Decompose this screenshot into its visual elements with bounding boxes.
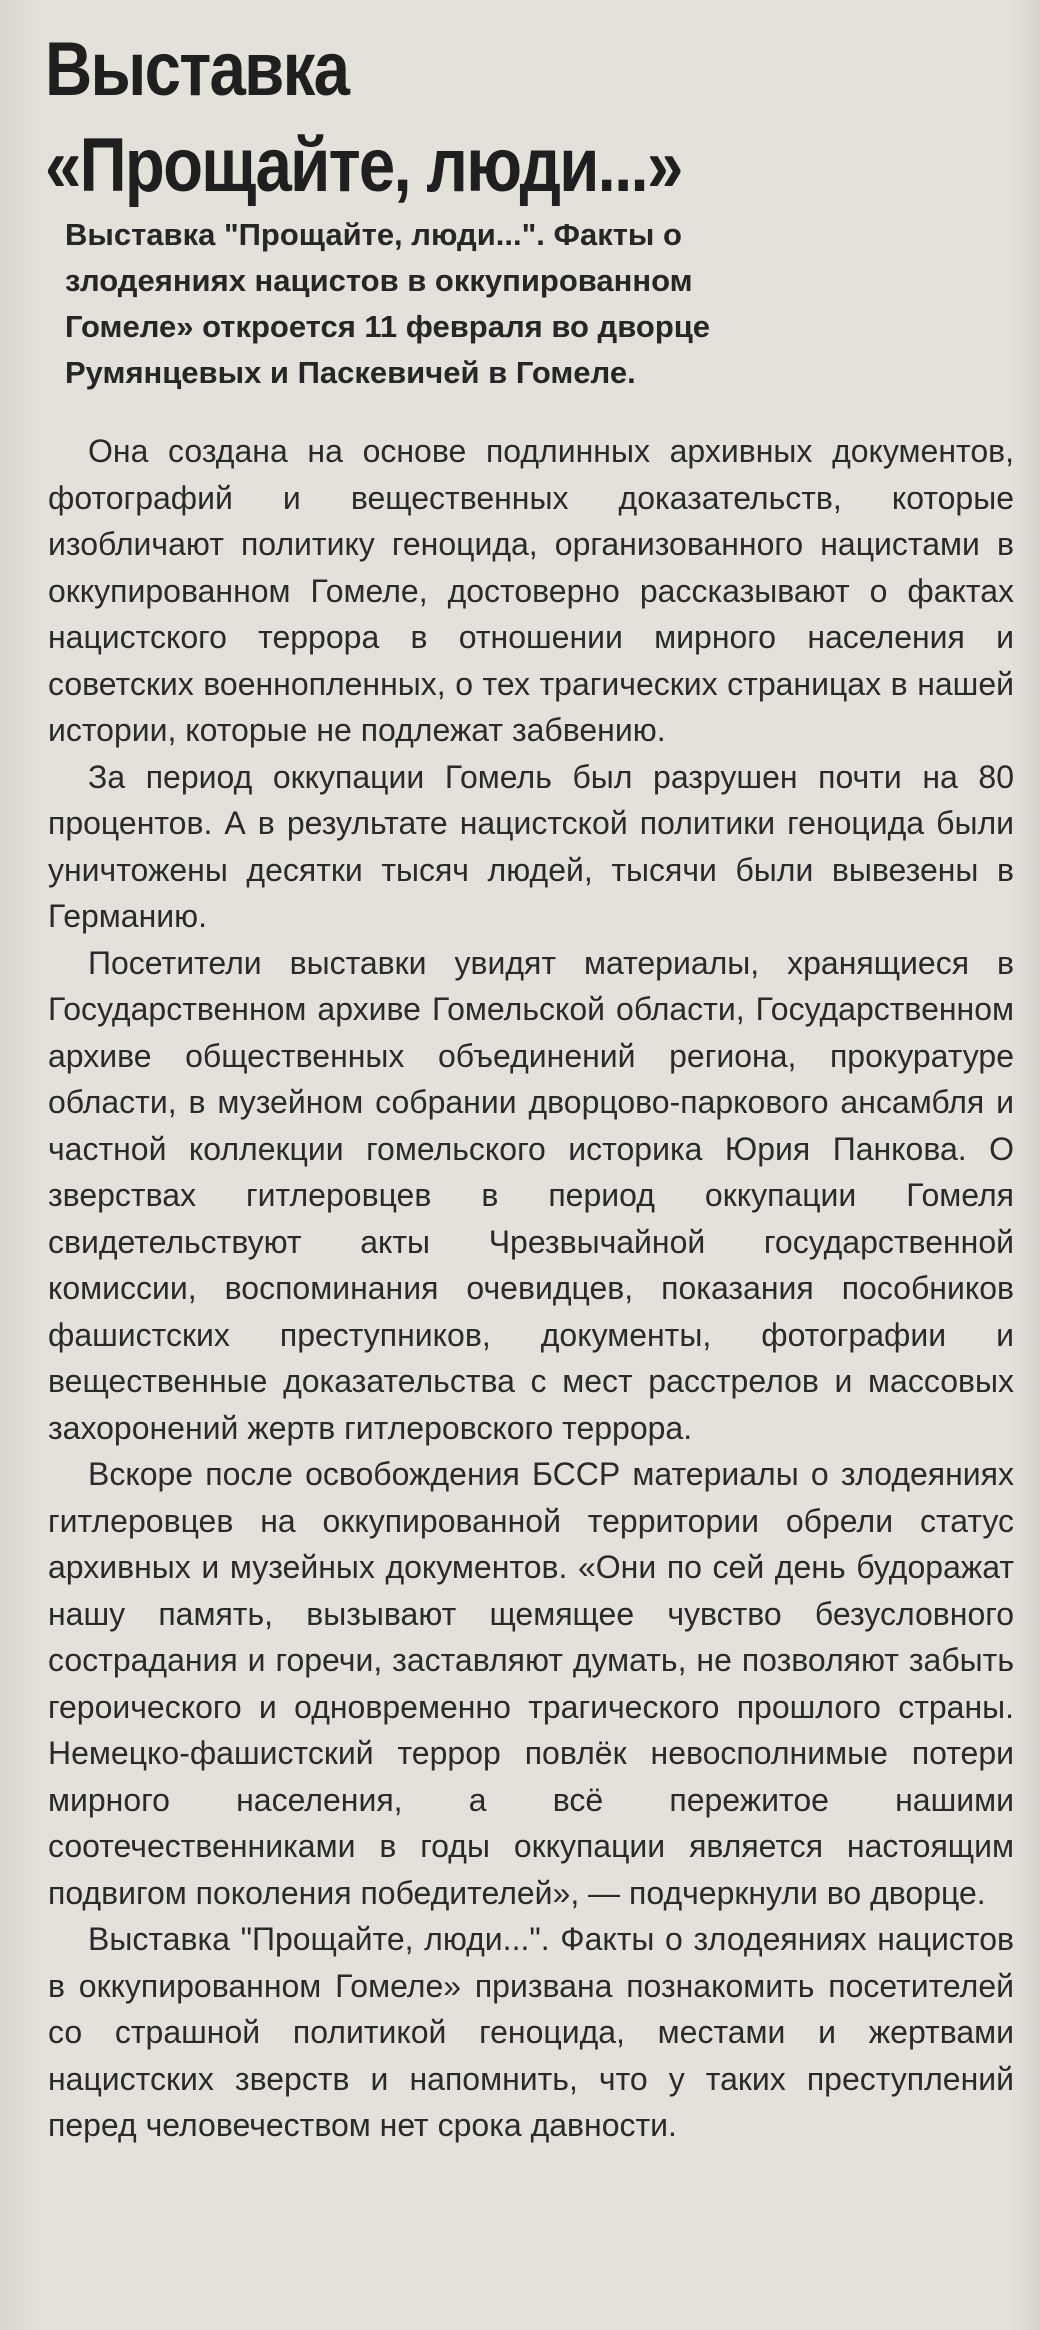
body-paragraph: За период оккупации Гомель был разрушен почти на 80 процентов. А в результате нацистской политики геноцида были уничтожены десятки тысяч людей, тысячи были вывезены в Германию.	[48, 758, 1014, 934]
body-paragraph: Выставка "Прощайте, люди...". Факты о злодеяниях нацистов в оккупированном Гомеле» призвана познакомить посетителей со страшной политикой геноцида, местами и жертвами нацистских зверств и напомнить, что у таких преступлений перед человечеством нет срока давности.	[48, 1921, 1014, 2143]
body-paragraph: Она создана на основе подлинных архивных документов, фотографий и вещественных доказательств, которые изобличают политику геноцида, организованного нацистами в оккупированном Гомеле, достоверно рассказывают о фактах нацистского террора в отношении мирного населения и советских военнопленных, о тех трагических страницах в нашей истории, которые не подлежат забвению.	[48, 433, 1014, 748]
lead-paragraph: Выставка "Прощайте, люди...". Факты о злодеяниях нацистов в оккупированном Гомеле» откроется 11 февраля во дворце Румянцевых и Паскевичей в Гомеле.	[65, 217, 711, 390]
article-body	[48, 428, 1014, 2149]
headline-line-1: Выставка	[45, 27, 349, 112]
body-paragraph: Вскоре после освобождения БССР материалы о злодеяниях гитлеровцев на оккупированной территории обрели статус архивных и музейных документов. «Они по сей день будоражат нашу память, вызывают щемящее чувство безусловного сострадания и горечи, заставляют думать, не позволяют забыть героического и одновременно трагического прошлого страны. Немецко-фашистский террор повлёк невосполнимые потери мирного населения, а всё пережитое нашими соотечественниками в годы оккупации является настоящим подвигом поколения победителей», — подчеркнули во дворце.	[48, 1456, 1014, 1911]
headline	[45, 22, 682, 214]
body-paragraph: Посетители выставки увидят материалы, хранящиеся в Государственном архиве Гомельской области, Государственном архиве общественных объединений региона, прокуратуре области, в музейном собрании дворцово-паркового ансамбля и частной коллекции гомельского историка Юрия Панкова. О зверствах гитлеровцев в период оккупации Гомеля свидетельствуют акты Чрезвычайной государственной комиссии, воспоминания очевидцев, показания пособников фашистских преступников, документы, фотографии и вещественные доказательства с мест расстрелов и массовых захоронений жертв гитлеровского террора.	[48, 944, 1014, 1446]
headline-line-2: «Прощайте, люди...»	[45, 123, 682, 208]
